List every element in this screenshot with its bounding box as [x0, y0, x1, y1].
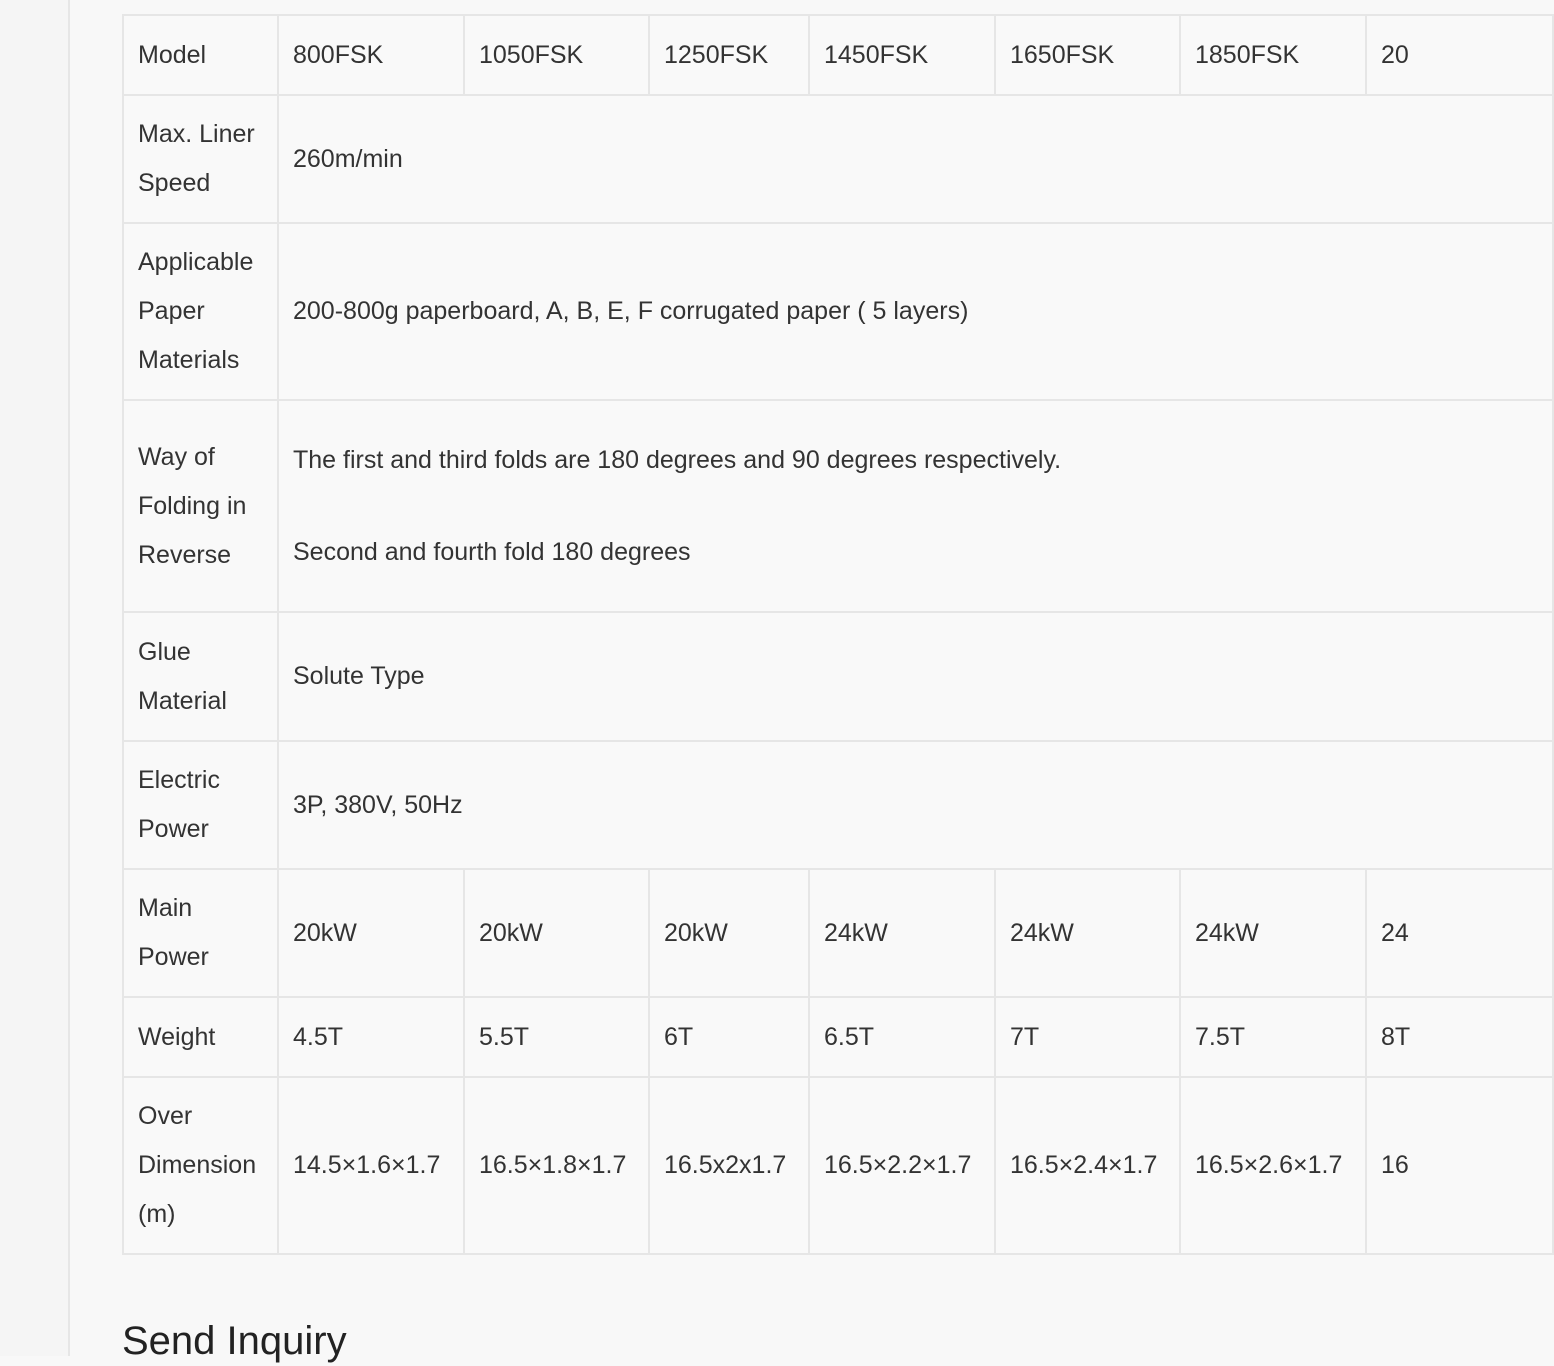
model-cell: 1250FSK — [649, 15, 809, 95]
table-row-folding — [123, 400, 1553, 612]
dimension-cell: 16.5×2.4×1.7 — [995, 1077, 1180, 1254]
table-row-model — [123, 15, 1553, 95]
table-row-dimension — [123, 1077, 1553, 1254]
dimension-cell: 14.5×1.6×1.7 — [278, 1077, 464, 1254]
folding-line-1: The first and third folds are 180 degrees and 90 degrees respectively. — [293, 445, 1062, 474]
model-cell: 1050FSK — [464, 15, 649, 95]
model-cell: 1850FSK — [1180, 15, 1366, 95]
model-cell: 1650FSK — [995, 15, 1180, 95]
send-inquiry-heading: Send Inquiry — [122, 1319, 347, 1363]
row-label-glue: Glue Material — [123, 612, 278, 741]
model-cell: 1450FSK — [809, 15, 995, 95]
weight-cell: 8T — [1366, 997, 1553, 1077]
table-row-glue — [123, 612, 1553, 741]
weight-cell: 7T — [995, 997, 1180, 1077]
glue-value: Solute Type — [278, 612, 1553, 741]
row-label-max-liner-speed: Max. Liner Speed — [123, 95, 278, 223]
dimension-cell: 16.5×1.8×1.7 — [464, 1077, 649, 1254]
main-power-cell: 24kW — [1180, 869, 1366, 997]
applicable-paper-value: 200-800g paperboard, A, B, E, F corrugated paper ( 5 layers) — [278, 223, 1553, 400]
table-row-max-liner-speed — [123, 95, 1553, 223]
main-power-cell: 20kW — [649, 869, 809, 997]
dimension-cell: 16.5x2x1.7 — [649, 1077, 809, 1254]
main-content — [122, 0, 1411, 1363]
row-label-main-power: Main Power — [123, 869, 278, 997]
spec-table — [122, 14, 1554, 1255]
dimension-cell: 16.5×2.2×1.7 — [809, 1077, 995, 1254]
weight-cell: 6T — [649, 997, 809, 1077]
row-label-weight: Weight — [123, 997, 278, 1077]
left-sidebar-rail — [0, 0, 70, 1356]
row-label-model: Model — [123, 15, 278, 95]
folding-spacer — [293, 485, 1538, 528]
folding-value — [278, 400, 1553, 612]
dimension-cell: 16 — [1366, 1077, 1553, 1254]
main-power-cell: 24 — [1366, 869, 1553, 997]
main-power-cell: 24kW — [995, 869, 1180, 997]
main-power-cell: 20kW — [278, 869, 464, 997]
table-row-main-power — [123, 869, 1553, 997]
table-row-weight — [123, 997, 1553, 1077]
max-liner-speed-value: 260m/min — [278, 95, 1553, 223]
weight-cell: 6.5T — [809, 997, 995, 1077]
row-label-folding: Way of Folding in Reverse — [123, 400, 278, 612]
folding-line-2: Second and fourth fold 180 degrees — [293, 537, 691, 566]
weight-cell: 5.5T — [464, 997, 649, 1077]
weight-cell: 4.5T — [278, 997, 464, 1077]
row-label-applicable-paper: Applicable Paper Materials — [123, 223, 278, 400]
model-cell: 20 — [1366, 15, 1553, 95]
weight-cell: 7.5T — [1180, 997, 1366, 1077]
row-label-dimension: Over Dimension (m) — [123, 1077, 278, 1254]
table-row-applicable-paper — [123, 223, 1553, 400]
main-power-cell: 20kW — [464, 869, 649, 997]
table-row-electric-power — [123, 741, 1553, 869]
model-cell: 800FSK — [278, 15, 464, 95]
electric-power-value: 3P, 380V, 50Hz — [278, 741, 1553, 869]
row-label-electric-power: Electric Power — [123, 741, 278, 869]
main-power-cell: 24kW — [809, 869, 995, 997]
dimension-cell: 16.5×2.6×1.7 — [1180, 1077, 1366, 1254]
